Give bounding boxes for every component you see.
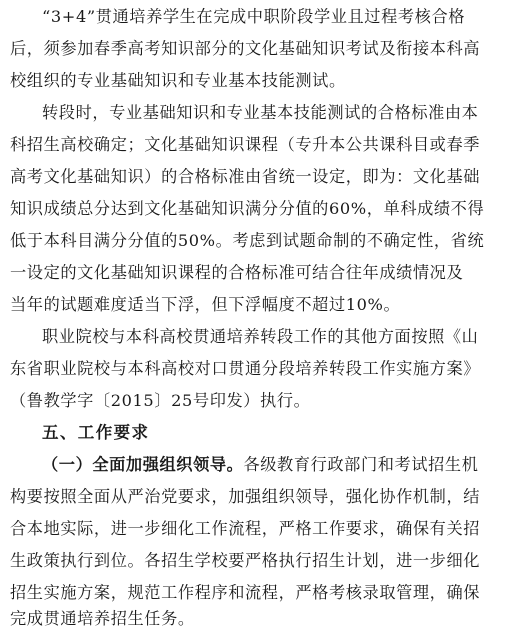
paragraph-2-line-4: 知识成绩总分达到文化基础知识满分分值的60%，单科成绩不得 xyxy=(10,199,485,218)
paragraph-2-line-2: 科招生高校确定；文化基础知识课程（专升本公共课科目或春季 xyxy=(10,135,481,154)
paragraph-3-line-3: （鲁教学字〔2015〕25号印发）执行。 xyxy=(10,391,311,410)
paragraph-2-line-3: 高考文化基础知识）的合格标准由省统一设定，即为：文化基础 xyxy=(10,167,481,186)
paragraph-2-line-7: 当年的试题难度适当下浮，但下浮幅度不超过10%。 xyxy=(10,295,401,314)
subsection-line-4: 生政策执行到位。各招生学校要严格执行招生计划，进一步细化 xyxy=(10,551,481,570)
subsection-line-5: 招生实施方案，规范工作程序和流程，严格考核录取管理，确保 xyxy=(10,583,481,602)
subsection-first-line-rest: 各级教育行政部门和考试招生机 xyxy=(243,455,479,474)
subsection-lead: （一）全面加强组织领导。 xyxy=(42,455,244,474)
subsection-line-1 xyxy=(42,450,506,480)
paragraph-2-line-1: 转段时，专业基础知识和专业基本技能测试的合格标准由本 xyxy=(42,103,479,122)
paragraph-3-line-1: 职业院校与本科高校贯通培养转段工作的其他方面按照《山 xyxy=(42,327,479,346)
subsection-line-2: 构要按照全面从严治党要求，加强组织领导，强化协作机制，结 xyxy=(10,487,481,506)
paragraph-1-line-1: “3+4”贯通培养学生在完成中职阶段学业且过程考核合格 xyxy=(42,7,466,26)
paragraph-2-line-6: 一设定的文化基础知识课程的合格标准可结合往年成绩情况及 xyxy=(10,263,464,282)
section-heading: 五、工作要求 xyxy=(42,423,150,442)
subsection-line-6: 完成贯通培养招生任务。 xyxy=(10,609,195,628)
paragraph-1-line-2: 后，须参加春季高考知识部分的文化基础知识考试及衔接本科高 xyxy=(10,39,481,58)
paragraph-1-line-3: 校组织的专业基础知识和专业基本技能测试。 xyxy=(10,71,346,90)
paragraph-2-line-5: 低于本科目满分分值的50%。考虑到试题命制的不确定性，省统 xyxy=(10,231,485,250)
paragraph-3-line-2: 东省职业院校与本科高校对口贯通分段培养转段工作实施方案》 xyxy=(10,359,481,378)
subsection-line-3: 合本地实际，进一步细化工作流程，严格工作要求，确保有关招 xyxy=(10,519,481,538)
